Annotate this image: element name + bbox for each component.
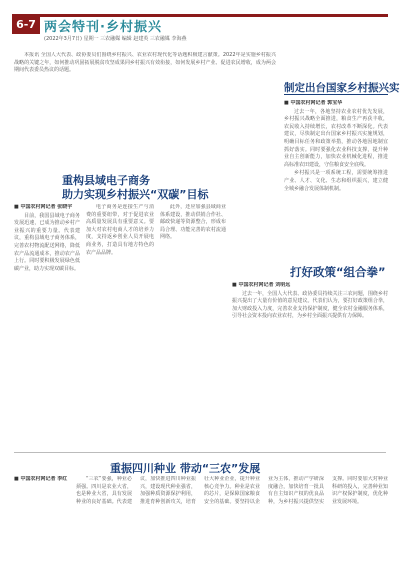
- page-header: [0, 0, 400, 44]
- center-column-1: ■ 中国农村网记者 张晓宇 目前，我国县域电子商务发展迅速，已成为推动乡村产业振兴的重要力量。代表建议，重构县域电子商务体系，完善农村物流配送网络，降低农产品流通成本，推动农产品上行。同时要积极发展绿色低碳产业，助力实现双碳目标。: [14, 204, 80, 272]
- right-mid-byline: ■ 中国农村网记者 刘明远: [232, 282, 291, 288]
- center-column-2: 电子商务是连接生产与消费的重要纽带，对于促进农业高质量发展具有重要意义。要加大对农村电商人才的培养力度，支持返乡创业人员开展电商业务，打造具有地方特色的农产品品牌。: [86, 204, 154, 256]
- intro-paragraph: 本报讯 全国人大代表、政协委员们围绕乡村振兴、农业农村现代化等话题积极建言献策。2022年是实施乡村振兴战略的关键之年，如何推动巩固拓展脱贫攻坚成果同乡村振兴有效衔接，如何发展乡村产业、促进农民增收，成为两会期间代表委员热议的话题。: [14, 52, 276, 74]
- center-headline-2: 助力实现乡村振兴“双碳”目标: [62, 188, 209, 201]
- right-top-byline: ■ 中国农村网记者 郭宝华: [284, 100, 343, 106]
- issue-meta: (2022年3月7日) 星期一 三农融媒 编辑 赵建英 三农融媒 李海燕: [44, 36, 187, 42]
- bottom-article: “三农”要强，种业必须强。四川是农业大省，也是种业大省，具有发展种业的良好基础。代表建议，加快推进四川种业振兴，建设现代种业强省，加强种质资源保护利用，推进育种创新攻关，培育壮大种业企业，提升种业核心竞争力。种业是农业的芯片，是保障国家粮食安全的基础。要坚持以企业为主体，推动产学研深度融合，加快培育一批具有自主知识产权的优良品种，为乡村振兴提供坚实支撑。同时要加大对种业科研的投入，完善种业知识产权保护制度，优化种业发展环境。: [76, 476, 388, 505]
- right-top-headline: 制定出台国家乡村振兴实: [284, 82, 400, 94]
- right-mid-headline: 打好政策“组合拳”: [290, 265, 386, 279]
- center-headline-1: 重构县域电子商务: [62, 174, 150, 187]
- right-mid-article: ■ 中国农村网记者 刘明远 过去一年，全国人大代表、政协委员持续关注三农问题，围绕乡村振兴提出了大量有价值的意见建议。代表们认为，要打好政策组合拳，加大财政投入力度，完善农业支持保护制度，健全农村金融服务体系，引导社会资本投向农业农村，为乡村全面振兴提供有力保障。: [232, 282, 388, 320]
- page-number: 6-7: [12, 16, 40, 34]
- bottom-headline: 重振四川种业 带动“三农”发展: [110, 462, 261, 475]
- center-byline: ■ 中国农村网记者 张晓宇: [14, 204, 73, 210]
- right-top-article: ■ 中国农村网记者 郭宝华 过去一年，各地坚持农业农村优先发展，乡村振兴战略全面推进，粮食生产再获丰收，农民收入持续增长，农村改革不断深化。代表建议，尽快制定出台国家乡村振兴实施规划，明确目标任务和政策举措，推动各地因地制宜抓好落实。同时要强化农业科技支撑，提升种业自主创新能力，加快农业机械化进程，推进高标准农田建设，守住粮食安全底线。 乡村振兴是一项系统工程，需要统筹推进产业、人才、文化、生态和组织振兴，建立健全城乡融合发展体制机制。: [284, 100, 388, 192]
- section-divider: [14, 452, 386, 453]
- section-title: 两会特刊·乡村振兴: [44, 20, 162, 35]
- bottom-byline: ■ 中国农村网记者 李红: [14, 476, 68, 482]
- right-top-headline-rule: [284, 94, 388, 95]
- center-column-3: 此外，还应加强县域商业体系建设，推动供销合作社、邮政快递等资源整合，形成布局合理、功能完善的农村流通网络。: [160, 204, 226, 241]
- bottom-column-1: [14, 476, 72, 568]
